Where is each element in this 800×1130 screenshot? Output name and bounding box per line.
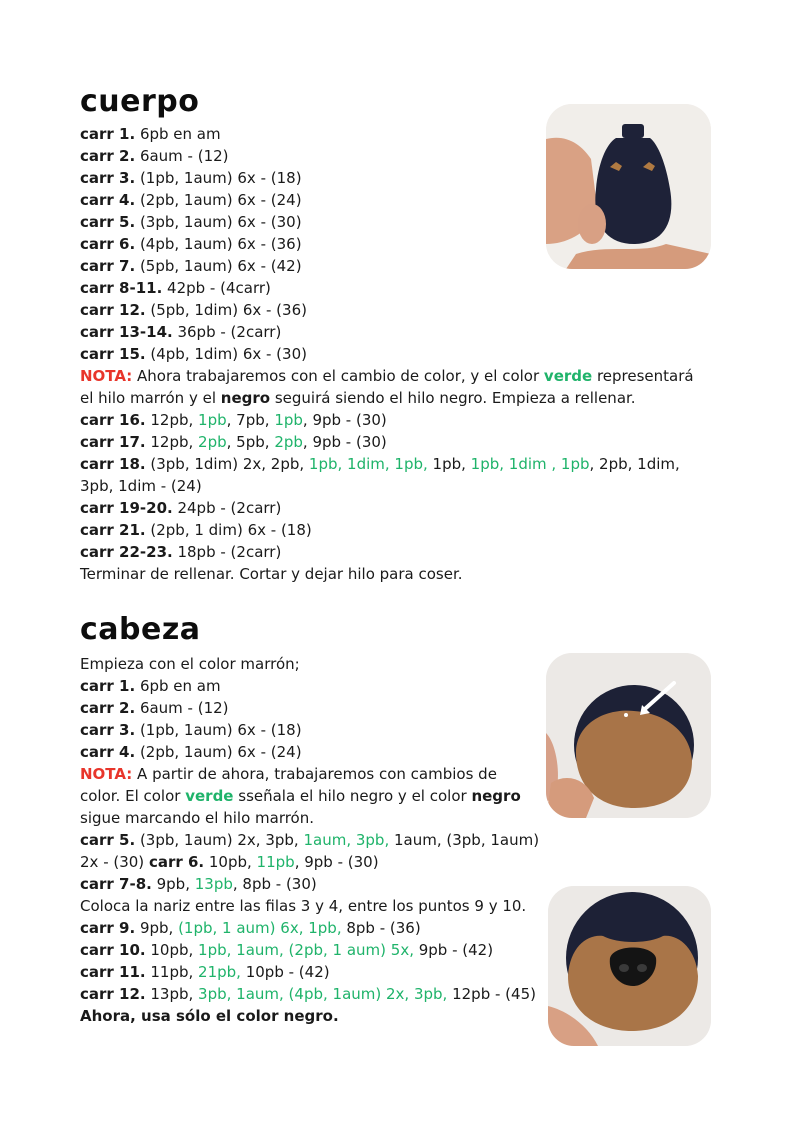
instruction-text: 13pb,: [145, 985, 199, 1003]
cuerpo-photo: [546, 104, 711, 269]
instruction-text: color. El color: [80, 787, 186, 805]
instruction-line: [80, 785, 539, 807]
instruction-text: Ahora trabajaremos con el cambio de color, y el color: [132, 367, 544, 385]
instruction-text: Empieza con el color marrón;: [80, 655, 300, 673]
instruction-line: [80, 653, 539, 675]
cabeza-instructions: [80, 653, 539, 1027]
instruction-text: , 9pb - (30): [294, 853, 379, 871]
cabeza-photo-top: [546, 653, 711, 818]
instruction-text: 6aum - (12): [135, 699, 229, 717]
instruction-text: 36pb - (2carr): [172, 323, 282, 341]
round-label: carr 17.: [80, 433, 146, 451]
crochet-body-image: [546, 104, 711, 269]
instruction-text: (3pb, 1aum) 6x - (30): [135, 213, 302, 231]
round-label: carr 6.: [80, 235, 136, 253]
instruction-text: (4pb, 1dim) 6x - (30): [145, 345, 307, 363]
instruction-text: 2pb: [198, 433, 227, 451]
instruction-line: [80, 697, 539, 719]
instruction-text: , 9pb - (30): [302, 411, 387, 429]
instruction-text: sigue marcando el hilo marrón.: [80, 809, 315, 827]
round-label: carr 8-11.: [80, 279, 163, 297]
instruction-text: 1pb, 1dim, 1pb,: [308, 455, 428, 473]
round-label: carr 9.: [80, 919, 136, 937]
round-label: carr 7-8.: [80, 875, 152, 893]
instruction-text: 1aum, 3pb,: [303, 831, 390, 849]
round-label: carr 13-14.: [80, 323, 173, 341]
instruction-text: (1pb, 1 aum) 6x, 1pb,: [178, 919, 342, 937]
instruction-text: 3pb, 1aum, (4pb, 1aum) 2x, 3pb,: [198, 985, 448, 1003]
round-label: carr 12.: [80, 301, 146, 319]
instruction-text: 9pb,: [135, 919, 179, 937]
round-label: carr 15.: [80, 345, 146, 363]
instruction-line: [80, 431, 694, 453]
round-label: carr 11.: [80, 963, 146, 981]
instruction-text: , 9pb - (30): [302, 433, 387, 451]
instruction-line: [80, 541, 694, 563]
round-label: carr 4.: [80, 743, 136, 761]
instruction-text: 10pb - (42): [240, 963, 330, 981]
instruction-text: 8pb - (36): [341, 919, 421, 937]
instruction-text: (1pb, 1aum) 6x - (18): [135, 721, 302, 739]
instruction-line: [80, 387, 694, 409]
instruction-line: [80, 741, 539, 763]
instruction-text: 1pb: [274, 411, 303, 429]
instruction-text: 2pb: [274, 433, 303, 451]
instruction-text: 6pb en am: [135, 125, 221, 143]
instruction-line: [80, 277, 694, 299]
instruction-text: , 7pb,: [226, 411, 275, 429]
instruction-text: (1pb, 1aum) 6x - (18): [135, 169, 302, 187]
instruction-line: [80, 917, 539, 939]
round-label: carr 2.: [80, 699, 136, 717]
instruction-text: 24pb - (2carr): [172, 499, 282, 517]
instruction-line: [80, 939, 539, 961]
instruction-text: representará: [592, 367, 694, 385]
instruction-line: [80, 453, 694, 475]
instruction-line: [80, 895, 539, 917]
instruction-text: Coloca la nariz entre las filas 3 y 4, entre los puntos 9 y 10.: [80, 897, 527, 915]
round-label: carr 16.: [80, 411, 146, 429]
instruction-line: [80, 409, 694, 431]
instruction-text: 12pb,: [145, 411, 199, 429]
note-label: NOTA:: [80, 765, 133, 783]
instruction-text: (3pb, 1dim) 2x, 2pb,: [145, 455, 309, 473]
instruction-text: seguirá siendo el hilo negro. Empieza a rellenar.: [270, 389, 636, 407]
instruction-text: 11pb: [256, 853, 295, 871]
instruction-text: 10pb,: [145, 941, 199, 959]
instruction-text: 3pb, 1dim - (24): [80, 477, 202, 495]
instruction-text: , 8pb - (30): [232, 875, 317, 893]
round-label: carr 3.: [80, 169, 136, 187]
instruction-text: 12pb - (45): [447, 985, 536, 1003]
instruction-line: [80, 321, 694, 343]
round-label: carr 1.: [80, 677, 136, 695]
instruction-text: 42pb - (4carr): [162, 279, 271, 297]
instruction-line: [80, 873, 539, 895]
instruction-text: (3pb, 1aum) 2x, 3pb,: [135, 831, 304, 849]
instruction-text: 11pb,: [145, 963, 199, 981]
round-label: carr 21.: [80, 521, 146, 539]
round-label: carr 1.: [80, 125, 136, 143]
round-label: negro: [471, 787, 521, 805]
instruction-line: [80, 299, 694, 321]
instruction-line: [80, 563, 694, 585]
instruction-line: [80, 475, 694, 497]
round-label: carr 18.: [80, 455, 146, 473]
instruction-text: sseñala el hilo negro y el color: [233, 787, 472, 805]
round-label: carr 19-20.: [80, 499, 173, 517]
instruction-line: [80, 675, 539, 697]
instruction-text: 6aum - (12): [135, 147, 229, 165]
note-label: NOTA:: [80, 367, 133, 385]
cabeza-photo-nose: [548, 886, 711, 1046]
round-label: Ahora, usa sólo el color negro.: [80, 1007, 339, 1025]
round-label: carr 4.: [80, 191, 136, 209]
section-title-cabeza: cabeza: [80, 612, 201, 647]
instruction-line: [80, 961, 539, 983]
round-label: carr 22-23.: [80, 543, 173, 561]
instruction-text: (2pb, 1aum) 6x - (24): [135, 191, 302, 209]
instruction-text: 1pb, 1dim , 1pb: [470, 455, 590, 473]
round-label: carr 7.: [80, 257, 136, 275]
instruction-text: (4pb, 1aum) 6x - (36): [135, 235, 302, 253]
instruction-text: el hilo marrón y el: [80, 389, 221, 407]
instruction-text: (5pb, 1dim) 6x - (36): [145, 301, 307, 319]
round-label: carr 6.: [148, 853, 205, 871]
instruction-line: [80, 983, 539, 1005]
round-label: carr 3.: [80, 721, 136, 739]
instruction-text: 1aum, (3pb, 1aum): [389, 831, 540, 849]
round-label: carr 12.: [80, 985, 146, 1003]
instruction-line: [80, 851, 539, 873]
instruction-text: (5pb, 1aum) 6x - (42): [135, 257, 302, 275]
instruction-line: [80, 365, 694, 387]
round-label: carr 5.: [80, 831, 136, 849]
instruction-line: [80, 497, 694, 519]
instruction-text: Terminar de rellenar. Cortar y dejar hilo para coser.: [80, 565, 463, 583]
instruction-text: A partir de ahora, trabajaremos con cambios de: [132, 765, 497, 783]
instruction-text: verde: [543, 367, 593, 385]
instruction-text: 6pb en am: [135, 677, 221, 695]
round-label: carr 2.: [80, 147, 136, 165]
instruction-line: [80, 1005, 539, 1027]
instruction-text: 1pb,: [427, 455, 471, 473]
round-label: carr 5.: [80, 213, 136, 231]
instruction-line: [80, 519, 694, 541]
instruction-text: 9pb,: [151, 875, 195, 893]
section-title-cuerpo: cuerpo: [80, 84, 200, 119]
instruction-text: 10pb,: [204, 853, 257, 871]
instruction-text: 2x - (30): [80, 853, 149, 871]
instruction-line: [80, 719, 539, 741]
instruction-text: 18pb - (2carr): [172, 543, 282, 561]
round-label: negro: [220, 389, 271, 407]
instruction-line: [80, 343, 694, 365]
instruction-text: 1pb: [198, 411, 227, 429]
instruction-text: 13pb: [194, 875, 233, 893]
instruction-text: 9pb - (42): [413, 941, 494, 959]
instruction-text: 21pb,: [198, 963, 241, 981]
instruction-line: [80, 829, 539, 851]
instruction-line: [80, 807, 539, 829]
instruction-text: (2pb, 1aum) 6x - (24): [135, 743, 302, 761]
round-label: carr 10.: [80, 941, 146, 959]
instruction-line: [80, 763, 539, 785]
crochet-head-nose-image: [548, 886, 711, 1046]
crochet-head-top-image: [546, 653, 711, 818]
instruction-text: 12pb,: [145, 433, 199, 451]
instruction-text: , 2pb, 1dim,: [589, 455, 680, 473]
instruction-text: 1pb, 1aum, (2pb, 1 aum) 5x,: [198, 941, 414, 959]
instruction-text: (2pb, 1 dim) 6x - (18): [145, 521, 312, 539]
instruction-text: verde: [185, 787, 234, 805]
instruction-text: , 5pb,: [226, 433, 275, 451]
